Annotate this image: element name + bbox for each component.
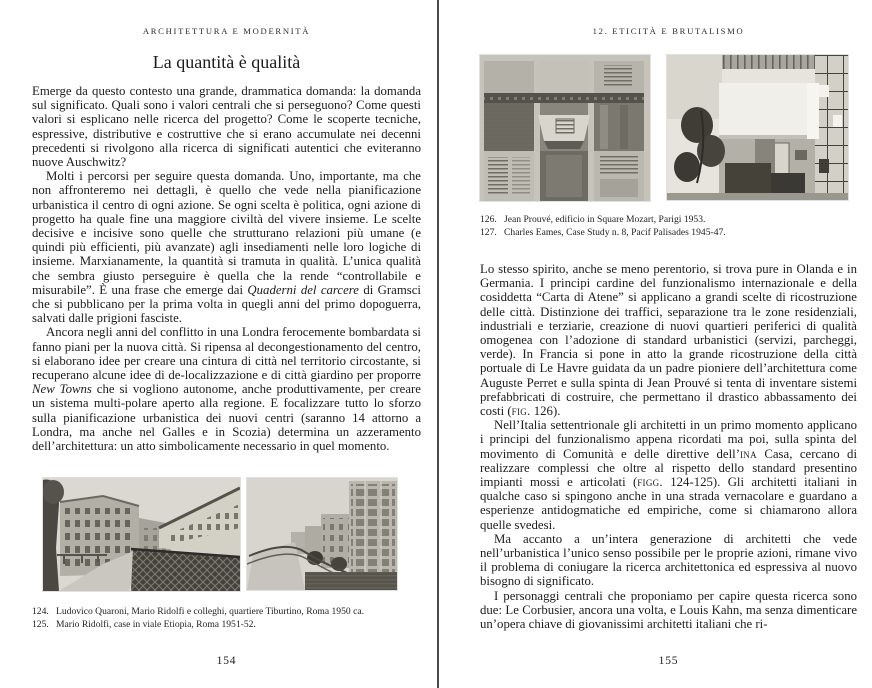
page-number-right: 155	[658, 655, 679, 667]
paragraph: Molti i percorsi per seguire questa domanda. Uno, importante, ma che non affronteremo nei dettagli, è quello che vede nella pianificazione urbanistica il centro di ogni azione. Se ogni scelta è politica, ogni azione di progetto ha quale fine una maggiore civiltà del vivere insieme. Le scelte decisive e incisive sono quelle che strutturano relazioni più umane (e quindi più efficienti, più avanzate) agli insediamenti nelle loro logiche di insieme. Marxianamente, la quantità si tramuta in qualità. L’unica qualità che sembra giusto perseguire è quella che la rende “controllabile e misurabile”. È una frase che emerge dai Quaderni del carcere di Gramsci che si pubblicano per la prima volta in quegli anni del primo dopoguerra, salvati dalle prigioni fasciste.	[32, 169, 421, 326]
caption-124	[32, 606, 434, 619]
caption-127	[480, 227, 872, 240]
section-title: La quantità è qualità	[152, 52, 301, 72]
figures-row-right	[480, 55, 848, 201]
caption-125	[32, 619, 434, 632]
caption-text: Mario Ridolfi, case in viale Etiopia, Roma 1951-52.	[56, 618, 256, 630]
paragraph: I personaggi centrali che proponiamo per capire questa ricerca sono due: Le Corbusier, ancora una volta, e Louis Kahn, ma senza dimenticare un’opera chiave di giovanissimi architetti italiani che ri-	[480, 588, 857, 632]
figure-124-photo	[43, 478, 240, 591]
paragraph: Ma accanto a un’intera generazione di architetti che vede nell’urbanistica l’unico senso possibile per le proprie azioni, rimane vivo il problema di coniugare la ricerca architettonica ed espressiva al nuovo bisogno di significato.	[480, 531, 857, 589]
caption-number: 126.	[480, 214, 497, 225]
running-head-right: 12. ETICITÀ E BRUTALISMO	[592, 26, 745, 36]
figure-127-photo	[667, 55, 848, 200]
body-text-left	[32, 84, 421, 453]
paragraph: Nell’Italia settentrionale gli architetti in un primo momento applicano i principi del funzionalismo appena ricordati ma poi, sulla spinta del movimento di Comunità e delle direttive dell’ina Casa, cercano di realizzare complessi che oltre al rispetto dello standard presentino impianti mossi e articolati (figg. 124-125). Gli architetti italiani in qualche caso si spingono anche in una strada vernacolare e guardano a esperienze antidogmatiche ed empiriche, come si chiamarono allora quelle svedesi.	[480, 418, 858, 532]
captions-left	[32, 606, 434, 632]
figure-124	[43, 478, 240, 591]
figure-127	[667, 55, 848, 201]
caption-text: Ludovico Quaroni, Mario Ridolfi e colleghi, quartiere Tiburtino, Roma 1950 ca.	[56, 606, 365, 617]
caption-126	[480, 214, 872, 227]
caption-number: 125.	[32, 618, 49, 630]
figure-126-photo	[480, 55, 650, 201]
paragraph: Lo stesso spirito, anche se meno perentorio, si trova pure in Olanda e in Germania. I principi cardine del funzionalismo internazionale e della cosiddetta “Carta di Atene” si applicano a grandi scelte di ricostruzione delle città. Distinzione dei traffici, separazione tra le zone residenziali, industriali e terziarie, creazione di nuovi quartieri periferici di qualità omogenea con l’adozione di standard urbanistici (servizi, parcheggi, verde). In Francia si pone in atto la grande ricostruzione della città portuale di Le Havre guidata da un padre pioniere dell’architettura come Auguste Perret e sulla spinta di Jean Prouvé si tenta di inventare sistemi prefabbricati di costruire, che permettano il drastico abbassamento dei costi (fig. 126).	[480, 262, 857, 419]
paragraph: Emerge da questo contesto una grande, drammatica domanda: la domanda sul significato. Quali sono i valori centrali che si perseguono? Come questi valori si esplicano nelle ricerca del progetto? Come le scoperte tecniche, espressive, distributive e costruttive che si erano accumulate nei decenni precedenti si rivolgono alla ricerca di significati autentici che eviteranno nuove Auschwitz?	[32, 84, 421, 170]
figures-row-left	[43, 478, 397, 591]
body-text-right	[480, 262, 857, 631]
running-head-left: ARCHITETTURA E MODERNITÀ	[142, 26, 311, 36]
paragraph: Ancora negli anni del conflitto in una Londra ferocemente bombardata si fanno piani per la nuova città. Si ripensa al decongestionamento del centro, si elaborano idee per creare una cintura di città nel territorio circostante, si recuperano alcune idee di de-localizzazione e di città giardino per proporre New Towns che si vogliono autonome, anche produttivamente, per creare un sistema multi-polare aperto alla regione. E focalizzare tutto lo sforzo sulla pianificazione urbanistica dei nuovi centri (saranno 14 attorno a Londra, ma anche nel Galles e in Scozia) determina un azzeramento dell’architettura: un atto simbolicamente necessario in quel momento.	[32, 325, 421, 454]
figure-125	[247, 478, 397, 591]
page-gutter-divider	[437, 0, 439, 688]
caption-number: 127.	[480, 226, 497, 238]
caption-text: Charles Eames, Case Study n. 8, Pacif Palisades 1945-47.	[504, 226, 726, 238]
page-number-left: 154	[216, 655, 237, 667]
figure-126	[480, 55, 650, 201]
captions-right	[480, 214, 872, 240]
figure-125-photo	[247, 478, 397, 590]
caption-text: Jean Prouvé, edificio in Square Mozart, Parigi 1953.	[504, 214, 706, 225]
caption-number: 124.	[32, 606, 49, 617]
